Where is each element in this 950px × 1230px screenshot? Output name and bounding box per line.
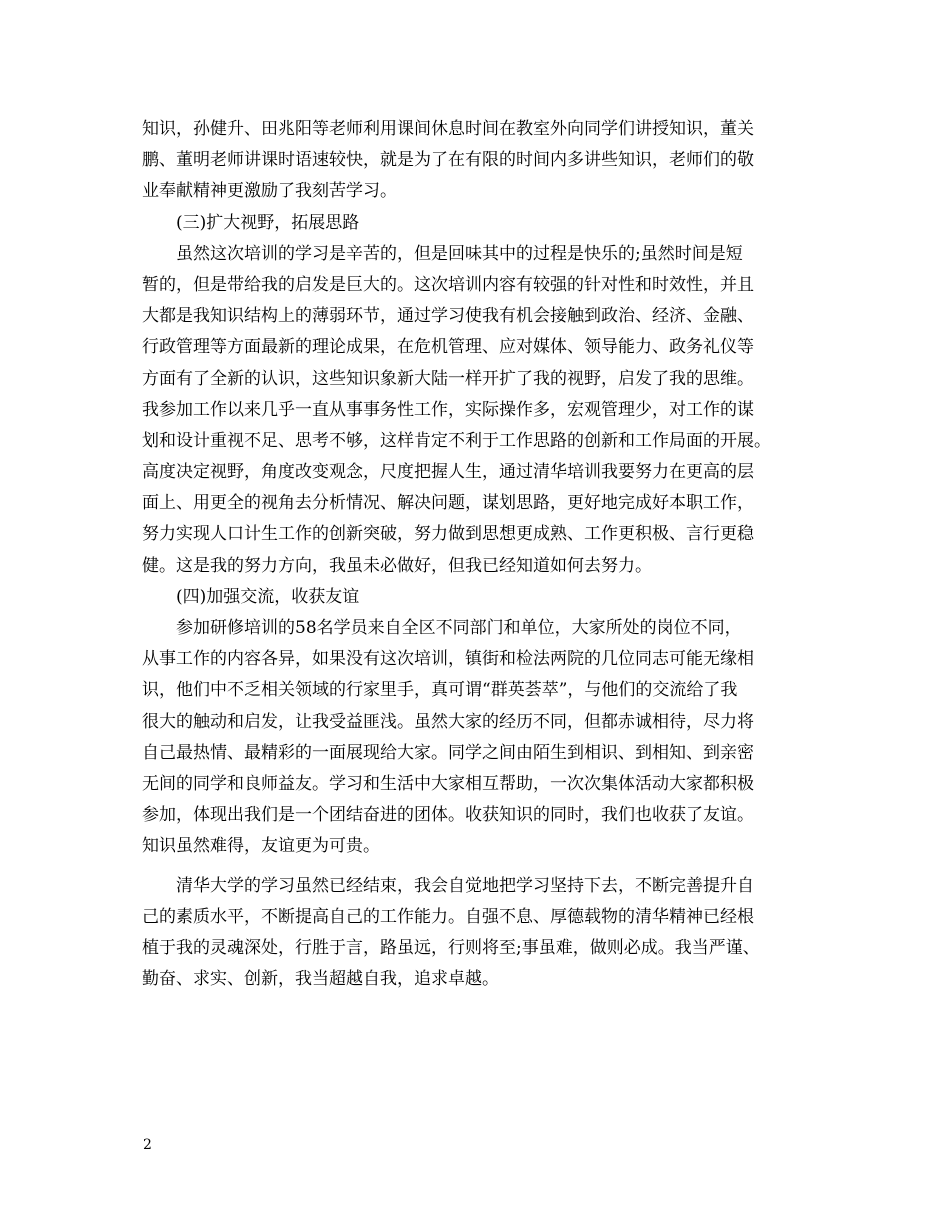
text-line: 大都是我知识结构上的薄弱环节，通过学习使我有机会接触到政治、经济、金融、 — [142, 306, 754, 327]
page-number: 2 — [143, 1137, 152, 1153]
text-line: 面上、用更全的视角去分析情况、解决问题，谋划思路，更好地完成好本职工作， — [142, 493, 754, 514]
text-line: 健。这是我的努力方向，我虽未必做好，但我已经知道如何去努力。 — [142, 555, 652, 576]
text-line: 我参加工作以来几乎一直从事事务性工作，实际操作多，宏观管理少，对工作的谋 — [142, 399, 754, 420]
text-line: 知识虽然难得，友谊更为可贵。 — [142, 836, 380, 857]
section-heading: (三)扩大视野，拓展思路 — [176, 212, 360, 233]
text-line: 知识，孙健升、田兆阳等老师利用课间休息时间在教室外向同学们讲授知识，董关 — [142, 119, 754, 139]
text-line: 从事工作的内容各异，如果没有这次培训，镇街和检法两院的几位同志可能无缘相 — [142, 649, 754, 670]
text-line: 划和设计重视不足、思考不够，这样肯定不利于工作思路的创新和工作局面的开展。 — [142, 430, 771, 451]
text-line: 虽然这次培训的学习是辛苦的，但是回味其中的过程是快乐的;虽然时间是短 — [176, 243, 743, 264]
text-line: 高度决定视野，角度改变观念，尺度把握人生，通过清华培训我要努力在更高的层 — [142, 462, 754, 483]
text-line: 植于我的灵魂深处，行胜于言，路虽远，行则将至;事虽难，做则必成。我当严谨、 — [142, 937, 760, 958]
text-line: 自己最热情、最精彩的一面展现给大家。同学之间由陌生到相识、到相知、到亲密 — [142, 742, 754, 763]
text-line: 方面有了全新的认识，这些知识象新大陆一样开扩了我的视野，启发了我的思维。 — [142, 368, 754, 389]
text-line: 鹏、董明老师讲课时语速较快，就是为了在有限的时间内多讲些知识，老师们的敬 — [142, 150, 754, 171]
text-line: 参加研修培训的58名学员来自全区不同部门和单位，大家所处的岗位不同， — [176, 618, 742, 638]
text-line: 很大的触动和启发，让我受益匪浅。虽然大家的经历不同，但都赤诚相待，尽力将 — [142, 711, 754, 732]
text-line: 识，他们中不乏相关领域的行家里手，真可谓“群英荟萃”，与他们的交流给了我 — [142, 680, 738, 701]
text-line: 无间的同学和良师益友。学习和生活中大家相互帮助，一次次集体活动大家都积极 — [142, 773, 754, 794]
text-line: 暂的，但是带给我的启发是巨大的。这次培训内容有较强的针对性和时效性，并且 — [142, 274, 754, 295]
text-line: 勤奋、求实、创新，我当超越自我，追求卓越。 — [142, 969, 499, 990]
text-line: 行政管理等方面最新的理论成果，在危机管理、应对媒体、领导能力、政务礼仪等 — [142, 337, 754, 358]
section-heading: (四)加强交流，收获友谊 — [176, 586, 360, 607]
text-line: 参加，体现出我们是一个团结奋进的团体。收获知识的同时，我们也收获了友谊。 — [142, 805, 754, 826]
body-text — [142, 114, 822, 995]
text-line: 己的素质水平，不断提高自己的工作能力。自强不息、厚德载物的清华精神已经根 — [142, 906, 754, 927]
text-line: 业奉献精神更激励了我刻苦学习。 — [142, 181, 397, 202]
paragraph-gap — [142, 863, 822, 871]
text-line: 清华大学的学习虽然已经结束，我会自觉地把学习坚持下去，不断完善提升自 — [176, 875, 754, 896]
text-line: 努力实现人口计生工作的创新突破，努力做到思想更成熟、工作更积极、言行更稳 — [142, 524, 754, 545]
